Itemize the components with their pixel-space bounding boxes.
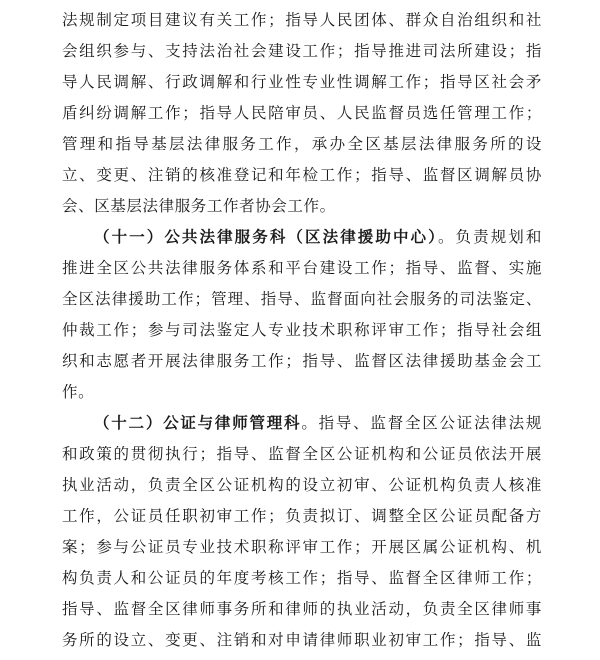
section-heading-12: （十二）公证与律师管理科 [94,414,302,432]
section-first-line [94,222,542,252]
text-line: 会组织参与、支持法治社会建设工作；指导推进司法所建设；指 [62,42,542,60]
section-first-line-text: 。指导、监督全区公证法律法规 [301,414,542,432]
text-line: 全区法律援助工作；管理、指导、监督面向社会服务的司法鉴定、 [62,290,542,308]
section-first-line [94,408,542,438]
text-line: 执业活动，负责全区公证机构的设立初审、公证机构负责人核准 [62,476,542,494]
text-line: 务所的设立、变更、注销和对申请律师职业初审工作；指导、监 [62,631,542,649]
text-line: 和政策的贯彻执行；指导、监督全区公证机构和公证员依法开展 [62,445,542,463]
text-line: 工作，公证员任职初审工作；负责拟订、调整全区公证员配备方 [62,507,542,525]
text-line: 会、区基层法律服务工作者协会工作。 [62,197,336,215]
text-line: 盾纠纷调解工作；指导人民陪审员、人民监督员选任管理工作； [62,104,542,122]
text-line: 指导、监督全区律师事务所和律师的执业活动，负责全区律师事 [62,600,542,618]
text-line: 织和志愿者开展法律服务工作；指导、监督区法律援助基金会工 [62,352,542,370]
text-line: 构负责人和公证员的年度考核工作；指导、监督全区律师工作； [62,569,542,587]
section-heading-11: （十一）公共法律服务科（区法律援助中心） [94,228,438,246]
text-line: 案；参与公证员专业技术职称评审工作；开展区属公证机构、机 [62,538,542,556]
text-line: 仲裁工作；参与司法鉴定人专业技术职称评审工作；指导社会组 [62,321,542,339]
text-line: 推进全区公共法律服务体系和平台建设工作；指导、监督、实施 [62,259,542,277]
text-line: 管理和指导基层法律服务工作，承办全区基层法律服务所的设 [62,135,542,153]
text-line: 作。 [62,383,95,401]
text-line: 导人民调解、行政调解和行业性专业性调解工作；指导区社会矛 [62,73,542,91]
text-line: 立、变更、注销的核准登记和年检工作；指导、监督区调解员协 [62,166,542,184]
section-first-line-text: 。负责规划和 [437,228,542,246]
text-line: 法规制定项目建议有关工作；指导人民团体、群众自治组织和社 [62,11,542,29]
